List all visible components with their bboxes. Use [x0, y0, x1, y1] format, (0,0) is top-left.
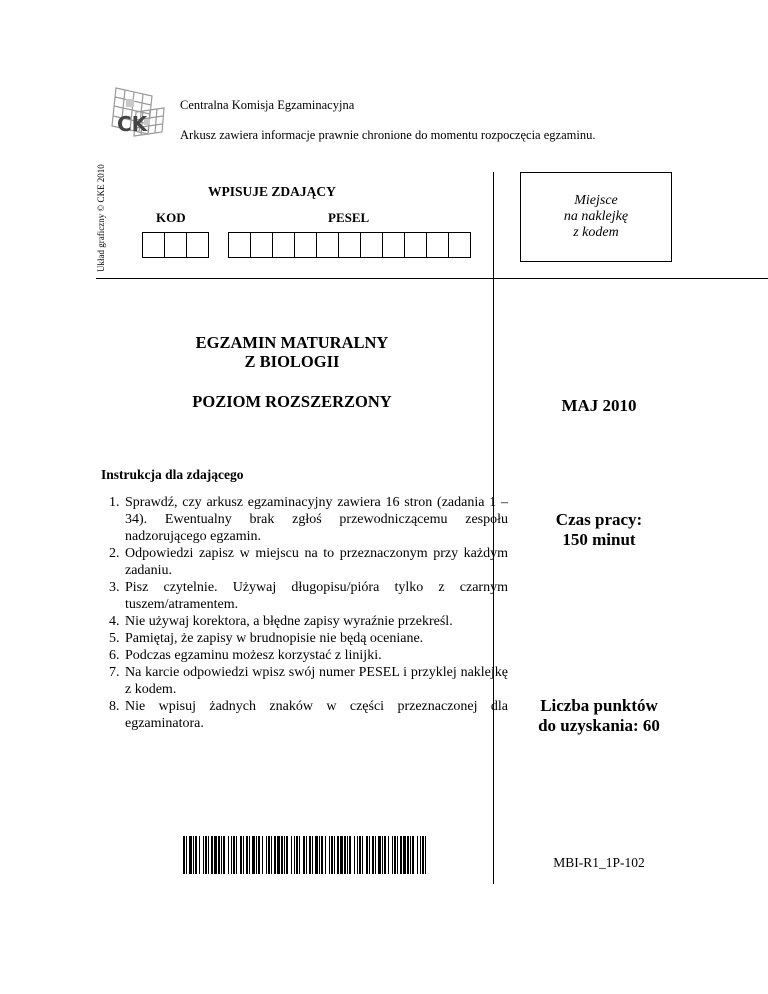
sticker-line-2: na naklejkę	[563, 208, 629, 224]
barcode-bar	[223, 836, 225, 874]
barcode-bar	[203, 836, 204, 874]
kod-cell[interactable]	[164, 232, 187, 258]
barcode-bar	[214, 836, 217, 874]
barcode-icon	[183, 836, 426, 874]
instructions-title: Instrukcja dla zdającego	[101, 467, 244, 482]
pesel-cell[interactable]	[228, 232, 251, 258]
pesel-cell[interactable]	[382, 232, 405, 258]
barcode-bar	[329, 836, 330, 874]
barcode-bar	[231, 836, 232, 874]
sticker-box	[520, 172, 672, 262]
barcode-bar	[357, 836, 358, 874]
barcode-bar	[189, 836, 192, 874]
barcode-bar	[425, 836, 426, 874]
barcode-bar	[349, 836, 351, 874]
barcode-bar	[195, 836, 197, 874]
barcode-bar	[233, 836, 235, 874]
barcode-bar	[359, 836, 361, 874]
confidentiality-notice: Arkusz zawiera informacje prawnie chronione do momentu rozpoczęcia egzaminu.	[180, 128, 596, 142]
barcode-bar	[344, 836, 346, 874]
barcode-bar	[319, 836, 320, 874]
barcode-bar	[299, 836, 300, 874]
pesel-cell[interactable]	[426, 232, 449, 258]
pesel-field[interactable]	[229, 232, 471, 258]
barcode-bar	[410, 836, 411, 874]
barcode-bar	[382, 836, 383, 874]
barcode-bar	[286, 836, 288, 874]
barcode-bar	[228, 836, 229, 874]
kod-label: KOD	[156, 210, 186, 225]
duration-value: 150 minut	[562, 530, 636, 549]
barcode-bar	[312, 836, 313, 874]
pesel-cell[interactable]	[272, 232, 295, 258]
barcode-bar	[362, 836, 363, 874]
barcode-bar	[296, 836, 298, 874]
barcode-bar	[294, 836, 295, 874]
barcode-bar	[400, 836, 402, 874]
barcode-bar	[369, 836, 370, 874]
barcode-bar	[193, 836, 194, 874]
duration-label: Czas pracy:	[555, 510, 643, 529]
barcode-bar	[354, 836, 355, 874]
exam-level: POZIOM ROZSZERZONY	[192, 392, 392, 411]
barcode-bar	[321, 836, 323, 874]
pesel-cell[interactable]	[250, 232, 273, 258]
barcode-bar	[392, 836, 393, 874]
barcode-bar	[236, 836, 237, 874]
copyright-vertical: Układ graficzny © CKE 2010	[96, 164, 106, 272]
barcode-bar	[315, 836, 318, 874]
pesel-cell[interactable]	[448, 232, 471, 258]
barcode-bar	[252, 836, 255, 874]
barcode-bar	[397, 836, 398, 874]
logo-text: CK	[117, 112, 148, 136]
kod-field[interactable]	[143, 232, 209, 258]
barcode-bar	[281, 836, 283, 874]
points-label: Liczba punktów	[540, 696, 658, 715]
barcode-bar	[218, 836, 220, 874]
horizontal-divider	[96, 278, 768, 279]
barcode-bar	[407, 836, 409, 874]
barcode-bar	[309, 836, 311, 874]
barcode-bar	[262, 836, 263, 874]
sticker-line-1: Miejsce	[574, 192, 618, 208]
barcode-bar	[375, 836, 376, 874]
sticker-line-3: z kodem	[573, 225, 619, 241]
kod-cell[interactable]	[186, 232, 209, 258]
exam-subject: Z BIOLOGII	[244, 352, 340, 371]
barcode-bar	[325, 836, 326, 874]
pesel-label: PESEL	[328, 210, 370, 225]
max-points	[494, 696, 704, 736]
barcode-bar	[246, 836, 248, 874]
exam-date: MAJ 2010	[561, 396, 637, 415]
barcode-bar	[211, 836, 213, 874]
barcode-bar	[186, 836, 187, 874]
pesel-cell[interactable]	[294, 232, 317, 258]
barcode-bar	[412, 836, 414, 874]
barcode-bar	[384, 836, 386, 874]
barcode-bar	[417, 836, 418, 874]
barcode-bar	[243, 836, 244, 874]
instructions-list	[101, 494, 508, 732]
barcode-bar	[258, 836, 260, 874]
barcode-bar	[403, 836, 406, 874]
barcode-bar	[420, 836, 421, 874]
barcode-bar	[291, 836, 292, 874]
exam-duration	[494, 510, 704, 550]
barcode-bar	[331, 836, 333, 874]
barcode-bar	[388, 836, 389, 874]
pesel-cell[interactable]	[316, 232, 339, 258]
pesel-cell[interactable]	[338, 232, 361, 258]
barcode-bar	[277, 836, 280, 874]
pesel-cell[interactable]	[404, 232, 427, 258]
barcode-bar	[271, 836, 272, 874]
barcode-bar	[303, 836, 305, 874]
barcode-bar	[183, 836, 185, 874]
instruction-item: 7. Na karcie odpowiedzi wpisz swój numer PESEL i przyklej naklejkę z kodem.	[123, 664, 508, 698]
barcode-bar	[394, 836, 396, 874]
barcode-bar	[199, 836, 200, 874]
barcode-bar	[337, 836, 339, 874]
instruction-item: 8. Nie wpisuj żadnych znaków w części przeznaczonej dla egzaminatora.	[123, 698, 508, 732]
barcode-bar	[274, 836, 276, 874]
barcode-bar	[205, 836, 207, 874]
barcode-bar	[347, 836, 348, 874]
instruction-item: 4. Nie używaj korektora, a błędne zapisy wyraźnie przekreśl.	[123, 613, 508, 630]
kod-cell[interactable]	[142, 232, 165, 258]
barcode-bar	[221, 836, 222, 874]
barcode-bar	[266, 836, 267, 874]
barcode-bar	[256, 836, 257, 874]
barcode-bar	[422, 836, 424, 874]
instruction-item: 2. Odpowiedzi zapisz w miejscu na to przeznaczonym przy każdym zadaniu.	[123, 545, 508, 579]
institution-name: Centralna Komisja Egzaminacyjna	[180, 98, 355, 112]
sheet-code: MBI-R1_1P-102	[553, 855, 645, 870]
barcode-bar	[378, 836, 381, 874]
barcode-bar	[340, 836, 343, 874]
barcode-bar	[334, 836, 335, 874]
barcode-bar	[306, 836, 307, 874]
instruction-item: 5. Pamiętaj, że zapisy w brudnopisie nie będą oceniane.	[123, 630, 508, 647]
exam-title: EGZAMIN MATURALNY	[195, 333, 389, 352]
barcode-bar	[372, 836, 374, 874]
barcode-bar	[208, 836, 209, 874]
instruction-item: 6. Podczas egzaminu możesz korzystać z linijki.	[123, 647, 508, 664]
barcode-bar	[284, 836, 285, 874]
cke-logo-icon	[106, 84, 168, 142]
barcode-bar	[240, 836, 242, 874]
points-value: do uzyskania: 60	[538, 716, 660, 735]
pesel-cell[interactable]	[360, 232, 383, 258]
instruction-item: 3. Pisz czytelnie. Używaj długopisu/pióra tylko z czarnym tuszem/atramentem.	[123, 579, 508, 613]
instruction-item: 1. Sprawdź, czy arkusz egzaminacyjny zawiera 16 stron (zadania 1 – 34). Ewentualny brak zgłoś przewodniczącemu zespołu nadzorującego egzamin.	[123, 494, 508, 545]
barcode-bar	[268, 836, 270, 874]
barcode-bar	[366, 836, 368, 874]
barcode-bar	[249, 836, 250, 874]
candidate-heading: WPISUJE ZDAJĄCY	[208, 184, 336, 199]
